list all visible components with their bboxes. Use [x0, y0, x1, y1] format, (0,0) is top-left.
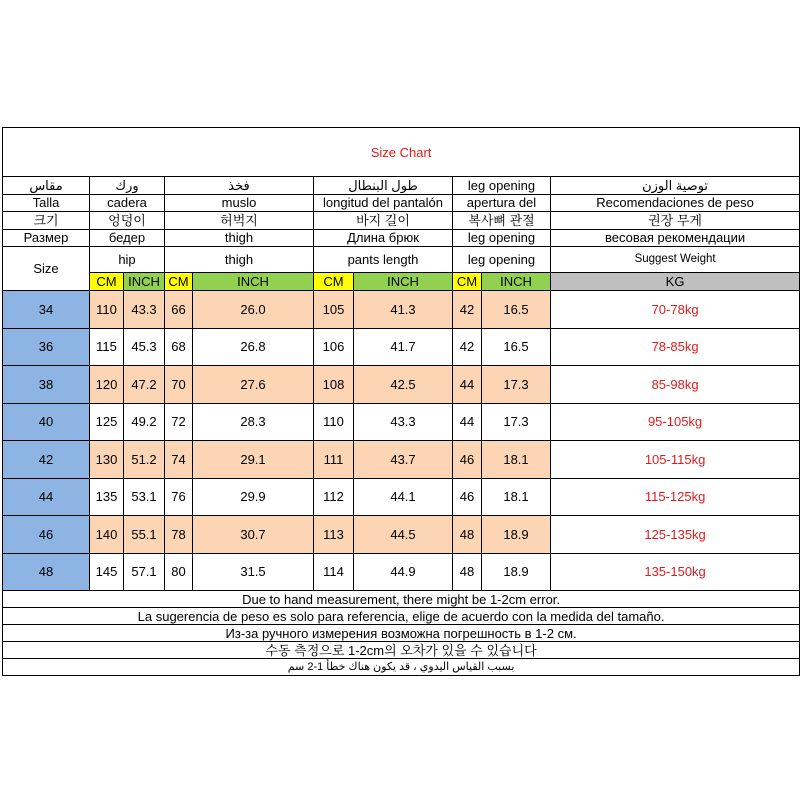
note-line: Due to hand measurement, there might be 1-2cm error.: [3, 591, 800, 608]
size-row: [3, 403, 800, 441]
thigh-inch-cell: 29.1: [193, 441, 314, 479]
header-arabic-leg: leg opening: [453, 177, 551, 195]
length-cm-cell: 108: [314, 366, 354, 404]
leg-inch-cell: 16.5: [482, 328, 551, 366]
header-russian-weight: весовая рекомендации: [551, 229, 800, 247]
header-english-weight: Suggest Weight: [551, 247, 800, 273]
size-chart-table: [2, 127, 800, 676]
header-korean-thigh: 허벅지: [165, 212, 314, 230]
weight-cell: 115-125kg: [551, 478, 800, 516]
weight-cell: 70-78kg: [551, 291, 800, 329]
unit-inch-length: INCH: [354, 273, 453, 291]
length-inch-cell: 44.1: [354, 478, 453, 516]
size-cell: 46: [3, 516, 90, 554]
length-inch-cell: 43.3: [354, 403, 453, 441]
header-spanish-size: Talla: [3, 194, 90, 212]
header-korean-leg: 복사뼈 관절: [453, 212, 551, 230]
header-korean-hip: 엉덩이: [90, 212, 165, 230]
thigh-cm-cell: 80: [165, 553, 193, 591]
header-korean-size: 크기: [3, 212, 90, 230]
weight-cell: 135-150kg: [551, 553, 800, 591]
size-row: [3, 328, 800, 366]
leg-cm-cell: 42: [453, 291, 482, 329]
thigh-inch-cell: 29.9: [193, 478, 314, 516]
thigh-inch-cell: 26.8: [193, 328, 314, 366]
hip-cm-cell: 145: [90, 553, 124, 591]
hip-cm-cell: 130: [90, 441, 124, 479]
size-cell: 36: [3, 328, 90, 366]
note-line: 수동 측정으로 1-2cm의 오차가 있을 수 있습니다: [3, 642, 800, 659]
header-english-size: Size: [3, 247, 90, 291]
header-arabic-hip: ورك: [90, 177, 165, 195]
leg-cm-cell: 44: [453, 403, 482, 441]
thigh-cm-cell: 78: [165, 516, 193, 554]
size-row: [3, 291, 800, 329]
header-russian-leg: leg opening: [453, 229, 551, 247]
thigh-inch-cell: 31.5: [193, 553, 314, 591]
length-inch-cell: 41.3: [354, 291, 453, 329]
unit-inch-leg: INCH: [482, 273, 551, 291]
size-row: [3, 553, 800, 591]
header-korean-length: 바지 길이: [314, 212, 453, 230]
leg-cm-cell: 46: [453, 441, 482, 479]
unit-cm-hip: CM: [90, 273, 124, 291]
hip-cm-cell: 110: [90, 291, 124, 329]
thigh-inch-cell: 30.7: [193, 516, 314, 554]
leg-inch-cell: 16.5: [482, 291, 551, 329]
leg-inch-cell: 18.1: [482, 478, 551, 516]
hip-inch-cell: 55.1: [124, 516, 165, 554]
weight-cell: 125-135kg: [551, 516, 800, 554]
thigh-cm-cell: 70: [165, 366, 193, 404]
header-arabic-thigh: فخذ: [165, 177, 314, 195]
header-korean-weight: 권장 무게: [551, 212, 800, 230]
hip-inch-cell: 57.1: [124, 553, 165, 591]
size-row: [3, 441, 800, 479]
weight-cell: 85-98kg: [551, 366, 800, 404]
leg-inch-cell: 18.1: [482, 441, 551, 479]
thigh-inch-cell: 28.3: [193, 403, 314, 441]
leg-inch-cell: 17.3: [482, 366, 551, 404]
length-cm-cell: 112: [314, 478, 354, 516]
hip-cm-cell: 135: [90, 478, 124, 516]
length-inch-cell: 43.7: [354, 441, 453, 479]
header-russian-thigh: thigh: [165, 229, 314, 247]
length-cm-cell: 110: [314, 403, 354, 441]
thigh-inch-cell: 27.6: [193, 366, 314, 404]
hip-inch-cell: 53.1: [124, 478, 165, 516]
header-spanish-thigh: muslo: [165, 194, 314, 212]
size-cell: 38: [3, 366, 90, 404]
leg-inch-cell: 17.3: [482, 403, 551, 441]
leg-cm-cell: 42: [453, 328, 482, 366]
hip-inch-cell: 49.2: [124, 403, 165, 441]
hip-inch-cell: 43.3: [124, 291, 165, 329]
size-row: [3, 366, 800, 404]
unit-cm-length: CM: [314, 273, 354, 291]
length-cm-cell: 105: [314, 291, 354, 329]
length-inch-cell: 44.9: [354, 553, 453, 591]
header-spanish-hip: cadera: [90, 194, 165, 212]
leg-cm-cell: 46: [453, 478, 482, 516]
header-english-leg: leg opening: [453, 247, 551, 273]
note-line: La sugerencia de peso es solo para referencia, elige de acuerdo con la medida del tamaño.: [3, 608, 800, 625]
leg-cm-cell: 48: [453, 553, 482, 591]
leg-inch-cell: 18.9: [482, 553, 551, 591]
unit-cm-thigh: CM: [165, 273, 193, 291]
leg-cm-cell: 48: [453, 516, 482, 554]
length-cm-cell: 114: [314, 553, 354, 591]
size-row: [3, 478, 800, 516]
leg-inch-cell: 18.9: [482, 516, 551, 554]
hip-cm-cell: 125: [90, 403, 124, 441]
header-spanish-leg: apertura del: [453, 194, 551, 212]
leg-cm-cell: 44: [453, 366, 482, 404]
length-inch-cell: 42.5: [354, 366, 453, 404]
thigh-cm-cell: 72: [165, 403, 193, 441]
thigh-cm-cell: 74: [165, 441, 193, 479]
unit-cm-leg: CM: [453, 273, 482, 291]
header-arabic-size: مقاس: [3, 177, 90, 195]
size-cell: 40: [3, 403, 90, 441]
hip-inch-cell: 45.3: [124, 328, 165, 366]
length-cm-cell: 106: [314, 328, 354, 366]
header-russian-hip: бедер: [90, 229, 165, 247]
weight-cell: 78-85kg: [551, 328, 800, 366]
hip-cm-cell: 140: [90, 516, 124, 554]
thigh-inch-cell: 26.0: [193, 291, 314, 329]
header-arabic-weight: توصية الوزن: [551, 177, 800, 195]
header-english-length: pants length: [314, 247, 453, 273]
hip-cm-cell: 115: [90, 328, 124, 366]
hip-inch-cell: 47.2: [124, 366, 165, 404]
size-cell: 44: [3, 478, 90, 516]
hip-inch-cell: 51.2: [124, 441, 165, 479]
unit-inch-hip: INCH: [124, 273, 165, 291]
header-russian-length: Длина брюк: [314, 229, 453, 247]
header-spanish-weight: Recomendaciones de peso: [551, 194, 800, 212]
header-spanish-length: longitud del pantalón: [314, 194, 453, 212]
length-inch-cell: 41.7: [354, 328, 453, 366]
header-english-thigh: thigh: [165, 247, 314, 273]
length-cm-cell: 111: [314, 441, 354, 479]
header-arabic-length: طول البنطال: [314, 177, 453, 195]
size-row: [3, 516, 800, 554]
length-cm-cell: 113: [314, 516, 354, 554]
chart-title: Size Chart: [3, 128, 800, 177]
header-english-hip: hip: [90, 247, 165, 273]
weight-cell: 105-115kg: [551, 441, 800, 479]
length-inch-cell: 44.5: [354, 516, 453, 554]
size-cell: 42: [3, 441, 90, 479]
note-line: Из-за ручного измерения возможна погрешность в 1-2 см.: [3, 625, 800, 642]
thigh-cm-cell: 76: [165, 478, 193, 516]
size-cell: 34: [3, 291, 90, 329]
thigh-cm-cell: 66: [165, 291, 193, 329]
header-russian-size: Размер: [3, 229, 90, 247]
unit-kg: KG: [551, 273, 800, 291]
weight-cell: 95-105kg: [551, 403, 800, 441]
note-line: بسبب القياس اليدوي ، قد يكون هناك خطأ 1-2 سم: [3, 659, 800, 676]
size-cell: 48: [3, 553, 90, 591]
unit-inch-thigh: INCH: [193, 273, 314, 291]
hip-cm-cell: 120: [90, 366, 124, 404]
thigh-cm-cell: 68: [165, 328, 193, 366]
